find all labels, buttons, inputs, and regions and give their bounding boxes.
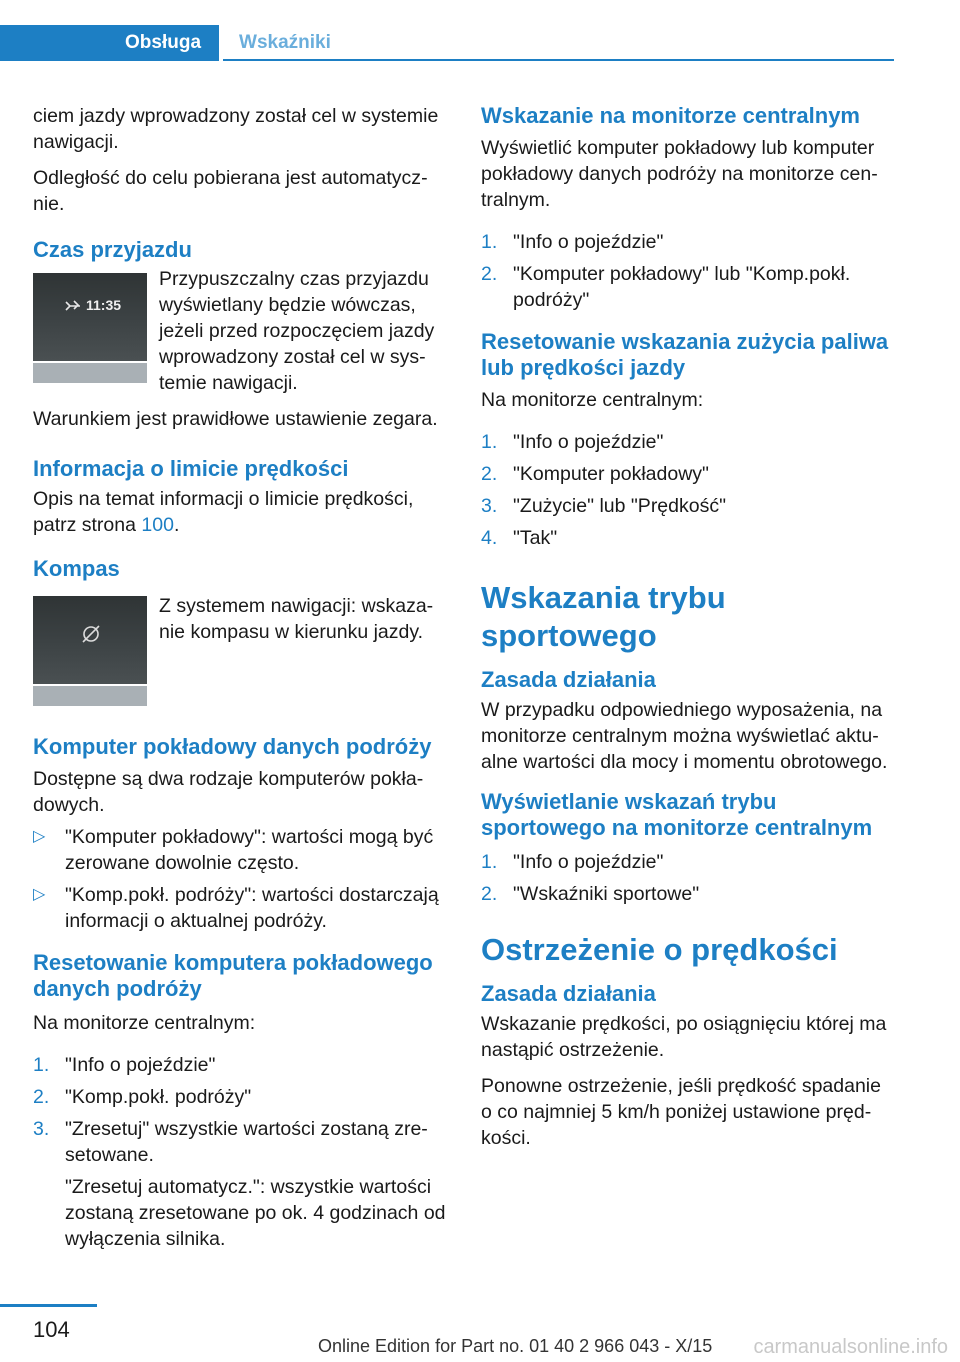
reset-steps (33, 1052, 447, 1168)
arrival-time-figure (33, 273, 147, 383)
header-tabs (0, 25, 351, 61)
compass-text: Z systemem nawigacji: wskazanie kompasu w kierunku jazdy. (159, 595, 434, 643)
page-link-100[interactable]: 100 (141, 514, 174, 536)
cid-text: Wyświetlić komputer pokładowy lub komputer pokładowy danych podróży na monitorze centralnym. (481, 137, 878, 211)
compass-icon (33, 596, 147, 684)
tab-wskazniki[interactable]: Wskaźniki (239, 32, 331, 53)
reset-intro: Na monitorze centralnym: (33, 1012, 256, 1034)
list-item: 2. "Komputer pokładowy" (481, 463, 709, 485)
list-item: 2. "Wskaźniki sportowe" (481, 883, 700, 905)
arrival-display (33, 273, 147, 361)
arrival-text: Przypuszczalny czas przyjazdu wyświetlany będzie wówczas, jeżeli przed rozpoczęciem jazdy wprowadzony został cel w systemie nawigacji. (159, 268, 435, 394)
reset-consumption-steps (481, 429, 893, 551)
speed-warning-heading: Ostrzeżenie o prędkości (481, 932, 838, 967)
watermark: carmanualsonline.info (753, 1336, 948, 1358)
tripcomp-text: Dostępne są dwa rodzaje komputerów pokładowych. (33, 768, 424, 816)
speedlimit-text: Opis na temat informacji o limicie prędkości, patrz strona (33, 488, 414, 536)
list-item: 3. "Zresetuj" wszystkie wartości zostaną zresetowane. (33, 1118, 428, 1166)
tab-obsluga[interactable]: Obsługa (0, 25, 219, 61)
triangle-bullet-icon: ▷ (33, 886, 46, 903)
list-item: 1. "Info o pojeździe" (481, 431, 664, 453)
compass-figure (33, 596, 147, 706)
speed-warning-principle-heading: Zasada działania (481, 981, 656, 1006)
list-item: ▷ "Komputer pokładowy": wartości mogą być zerowane dowolnie często. (33, 826, 434, 874)
list-item: 3. "Zużycie" lub "Prędkość" (481, 495, 727, 517)
sport-steps (481, 849, 893, 907)
speed-warning-text-2: Ponowne ostrzeżenie, jeśli prędkość spadanie o co najmniej 5 km/h poniżej ustawione prędkości. (481, 1075, 881, 1149)
reset-auto-note: "Zresetuj automatycz.": wszystkie wartości zostaną zresetowane po ok. 4 godzinach od wyłączenia silnika. (65, 1176, 446, 1250)
edition-line: Online Edition for Part no. 01 40 2 966 043 - X/15 (318, 1336, 713, 1356)
tripcomp-heading: Komputer pokładowy danych podróży (33, 734, 432, 759)
left-column (33, 103, 447, 1252)
right-column (481, 103, 893, 1161)
list-item: 4. "Tak" (481, 527, 558, 549)
speedlimit-heading: Informacja o limicie prędkości (33, 456, 349, 481)
speedlimit-paragraph: Opis na temat informacji o limicie prędkości, patrz strona 100. (33, 488, 414, 536)
sport-principle-text: W przypadku odpowiedniego wyposażenia, na monitorze centralnym można wyświetlać aktualne wartości dla mocy i momentu obrotowego. (481, 699, 888, 773)
list-item: 2. "Komputer pokładowy" lub "Komp.pokł. podróży" (481, 263, 851, 311)
sport-principle-heading: Zasada działania (481, 667, 656, 692)
cid-steps (481, 229, 893, 313)
triangle-bullet-icon: ▷ (33, 828, 46, 845)
reset-consumption-heading: Resetowanie wskazania zużycia paliwa lub prędkości jazdy (481, 329, 889, 380)
list-item: 2. "Komp.pokł. podróży" (33, 1086, 252, 1108)
sport-display-heading: Wyświetlanie wskazań trybu sportowego na monitorze centralnym (481, 789, 873, 840)
compass-block (33, 596, 447, 706)
arrival-heading: Czas przyjazdu (33, 237, 192, 262)
figure-caption-bar (33, 684, 147, 706)
sport-heading: Wskazania trybu sportowego (481, 580, 726, 653)
arrival-time-value: 11:35 (86, 297, 122, 313)
compass-heading: Kompas (33, 556, 120, 581)
header-rule (223, 59, 894, 61)
intro-paragraph-2: Odległość do celu pobierana jest automatycznie. (33, 167, 428, 215)
reset-heading: Resetowanie komputera pokładowego danych podróży (33, 950, 433, 1001)
list-item: ▷ "Komp.pokł. podróży": wartości dostarczają informacji o aktualnej podróży. (33, 884, 439, 932)
arrival-note: Warunkiem jest prawidłowe ustawienie zegara. (33, 408, 438, 430)
compass-display (33, 596, 147, 684)
cid-heading: Wskazanie na monitorze centralnym (481, 103, 860, 128)
list-item: 1. "Info o pojeździe" (33, 1054, 216, 1076)
tripcomp-bullets (33, 824, 447, 934)
page-number: 104 (33, 1317, 70, 1342)
speed-warning-text-1: Wskazanie prędkości, po osiągnięciu której ma nastąpić ostrzeżenie. (481, 1013, 887, 1061)
arrival-block (33, 268, 447, 406)
intro-paragraph-1: ciem jazdy wprowadzony został cel w systemie nawigacji. (33, 105, 439, 153)
figure-caption-bar (33, 361, 147, 383)
list-item: 1. "Info o pojeździe" (481, 851, 664, 873)
navigation-flag-icon (33, 273, 147, 361)
reset-consumption-intro: Na monitorze centralnym: (481, 389, 704, 411)
list-item: 1. "Info o pojeździe" (481, 231, 664, 253)
footer-rule (0, 1304, 97, 1307)
